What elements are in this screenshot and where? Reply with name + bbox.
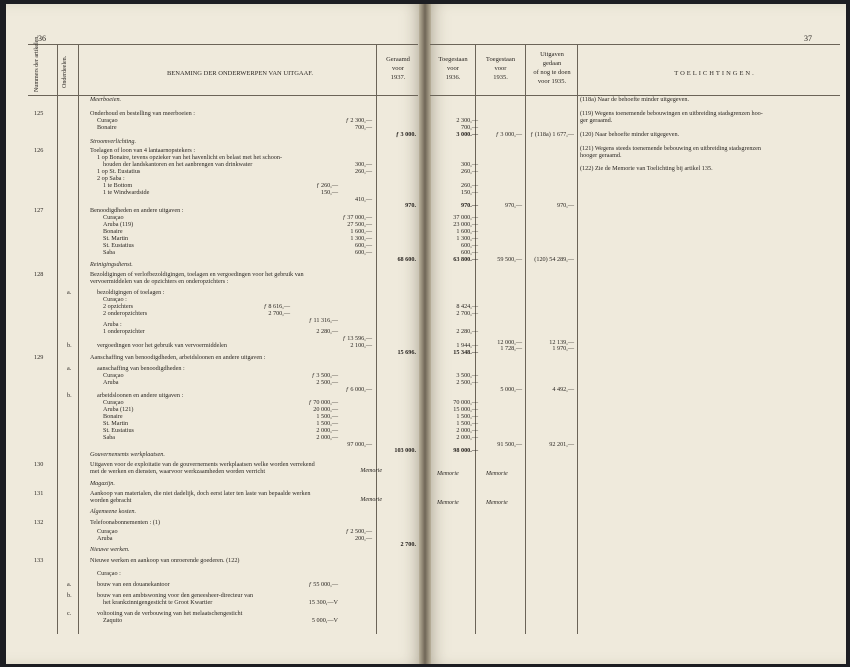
ledger-line: b. <box>67 392 72 399</box>
memorie-geraamd: Memorie <box>360 497 382 503</box>
amount-prior-years: 98 000.— <box>453 447 478 454</box>
amount-geraamd: ƒ 3 000. <box>395 131 416 138</box>
amount-geraamd: ƒ 3 500,— <box>311 372 338 379</box>
ledger-line: Toelagen of loon van 4 lantaarnopstekers : <box>90 147 196 154</box>
amount-prior-years: 600,— <box>460 249 478 256</box>
ledger-line: a. <box>67 365 72 372</box>
amount-geraamd: 2 700. <box>400 541 416 548</box>
ledger-line: Aanschaffing van benoodigdheden, arbeidsloonen en andere uitgaven : <box>90 354 266 361</box>
amount-prior-years: 1 970,— <box>552 345 574 352</box>
ledger-line: 131 <box>34 490 44 497</box>
amount-geraamd: 2 500,— <box>316 379 338 386</box>
ledger-line: Benoodigdheden en andere uitgaven : <box>90 207 184 214</box>
ledger-line: 133 <box>34 557 44 564</box>
ledger-line: vergoedingen voor het gebruik van vervoermiddelen <box>97 342 227 349</box>
amount-prior-years: 2 000,— <box>456 427 478 434</box>
amount-prior-years: 1 944,— <box>456 342 478 349</box>
amount-geraamd: 260,— <box>354 168 372 175</box>
amount-geraamd: ƒ 2 500,— <box>345 528 372 535</box>
ledger-line: 126 <box>34 147 44 154</box>
ledger-line: 127 <box>34 207 44 214</box>
amount-geraamd: ƒ 13 596,— <box>342 335 372 342</box>
amount-prior-years: 2 500,— <box>456 379 478 386</box>
ledger-line: 130 <box>34 461 44 468</box>
amount-geraamd: 150,— <box>320 189 338 196</box>
amount-geraamd: ƒ 6 000,— <box>345 386 372 393</box>
toelichting-note: (119) Wegens toenemende bebouwingen en uitbreiding stadsgrenzen hoo- <box>580 110 763 117</box>
ledger-line: Saba <box>103 249 116 256</box>
amount-geraamd: 600,— <box>354 242 372 249</box>
ledger-line: 1 onderopzichter <box>103 328 145 335</box>
amount-geraamd: 1 500,— <box>316 420 338 427</box>
ledger-line: 1 te Bottom <box>103 182 133 189</box>
memorie-prior-years: Memorie <box>486 471 508 477</box>
ledger-line: Curaçao <box>103 214 124 221</box>
col-line <box>57 44 58 634</box>
ledger-line: Bonaire <box>103 413 123 420</box>
ledger-line: Curaçao <box>103 399 124 406</box>
ledger-line: 2 onderopzichters <box>103 310 148 317</box>
toelichting-note: (118a) Naar de behoefte minder uitgegeven. <box>580 96 690 103</box>
amount-prior-years: 3 000.— <box>456 131 478 138</box>
left-header-bottom-rule <box>28 95 418 96</box>
ledger-line: 2 op Saba : <box>97 175 125 182</box>
ledger-line: b. <box>67 342 72 349</box>
col-line <box>577 44 578 634</box>
ledger-line: Nieuwe werken. <box>90 546 130 553</box>
ledger-line: Aruba (121) <box>103 406 134 413</box>
amount-prior-years: 59 500,— <box>497 256 522 263</box>
ledger-line: aanschaffing van benoodigdheden : <box>97 365 185 372</box>
amount-prior-years: 260,— <box>460 182 478 189</box>
amount-geraamd: 103 000. <box>394 447 416 454</box>
amount-prior-years: 2 700,— <box>456 310 478 317</box>
amount-prior-years: ƒ 3 000,— <box>495 131 522 138</box>
amount-geraamd: ƒ 11 316,— <box>308 317 338 324</box>
amount-geraamd: 97 000,— <box>347 441 372 448</box>
ledger-line: 1 te Windwardside <box>103 189 150 196</box>
ledger-line: a. <box>67 581 72 588</box>
col-line <box>376 44 377 634</box>
col-line <box>78 44 79 634</box>
ledger-line: St. Eustatius <box>103 242 134 249</box>
amount-geraamd: 15 300,—V <box>308 599 338 606</box>
header-toegestaan-1936: Toegestaan voor 1936. <box>438 56 468 81</box>
header-benaming: BENAMING DER ONDERWERPEN VAN UITGAAF. <box>166 70 314 77</box>
ledger-line: 129 <box>34 354 44 361</box>
ledger-line: Telefoonabonnementen : (1) <box>90 519 161 526</box>
ledger-line: Uitgaven voor de exploitatie van de gouvernements werkplaatsen welke worden verrekend <box>90 461 315 468</box>
toelichting-note: ger geraamd. <box>580 117 613 124</box>
right-page <box>426 4 846 664</box>
amount-prior-years: 2 000,— <box>456 434 478 441</box>
ledger-line: Curaçao <box>103 372 124 379</box>
amount-geraamd: 1 600,— <box>350 228 372 235</box>
ledger-line: vervoermiddelen van de opzichters en onderopzichters : <box>90 278 229 285</box>
amount-prior-years: 92 201,— <box>549 441 574 448</box>
ledger-line: Aruba <box>103 379 119 386</box>
amount-prior-years: 600,— <box>460 242 478 249</box>
ledger-line: a. <box>67 289 72 296</box>
header-uitgaven: Uitgaven gedaan of nog te doen voor 1935. <box>533 51 571 85</box>
ledger-line: Bonaire <box>103 228 123 235</box>
amount-prior-years: (120) 54 289,— <box>534 256 574 263</box>
amount-geraamd: 300,— <box>354 161 372 168</box>
ledger-line: Gouvernements werkplaatsen. <box>90 451 165 458</box>
ledger-line: b. <box>67 592 72 599</box>
ledger-line: Aruba : <box>103 321 122 328</box>
amount-geraamd: 20 000,— <box>313 406 338 413</box>
amount-prior-years: 70 000,— <box>453 399 478 406</box>
ledger-line: het krankzinnigengesticht te Groot Kwartier <box>103 599 213 606</box>
ledger-line: 1 op St. Eustatius <box>97 168 141 175</box>
amount-geraamd: 27 500,— <box>347 221 372 228</box>
amount-prior-years: 1 300,— <box>456 235 478 242</box>
amount-geraamd: 2 280,— <box>316 328 338 335</box>
amount-geraamd: ƒ 37 000,— <box>342 214 372 221</box>
header-nummers: Nummers der artikelen. <box>34 35 40 92</box>
amount-prior-years: 23 000,— <box>453 221 478 228</box>
ledger-line: Bezoldigingen of verlofbezoldigingen, toelagen en vergoedingen voor het gebruik van <box>90 271 304 278</box>
ledger-line: met de werken en diensten, waarvoor werkzaamheden worden verricht <box>90 468 266 475</box>
amount-prior-years: 260,— <box>460 168 478 175</box>
amount-prior-years: 91 500,— <box>497 441 522 448</box>
ledger-line: Aruba <box>97 535 113 542</box>
amount-prior-years: 970,— <box>556 202 574 209</box>
left-header-top-rule <box>28 44 418 45</box>
amount-prior-years: 700,— <box>460 124 478 131</box>
amount-geraamd: 700,— <box>354 124 372 131</box>
amount-geraamd: ƒ 2 300,— <box>345 117 372 124</box>
ledger-line: bouw van een douanekantoor <box>97 581 170 588</box>
ledger-line: bouw van een ambtswoning voor den geneesheer-directeur van <box>97 592 254 599</box>
amount-geraamd: 410,— <box>354 196 372 203</box>
amount-geraamd: 1 300,— <box>350 235 372 242</box>
toelichting-note: hooger geraamd. <box>580 152 622 159</box>
amount-geraamd: 68 600. <box>397 256 416 263</box>
amount-prior-years: 150,— <box>460 189 478 196</box>
amount-prior-years: 970,— <box>504 202 522 209</box>
ledger-line: St. Eustatius <box>103 427 134 434</box>
memorie-geraamd: Memorie <box>360 468 382 474</box>
left-page-number: 36 <box>38 34 46 43</box>
ledger-line: 2 opzichters <box>103 303 134 310</box>
ledger-line: 1 op Bonaire, tevens opzieker van het havenlicht en belast met het schoon- <box>97 154 283 161</box>
amount-prior-years: 15 000,— <box>453 406 478 413</box>
ledger-line: Curaçao : <box>97 570 121 577</box>
amount-geraamd: ƒ 8 616,— <box>263 303 290 310</box>
right-page-number: 37 <box>804 34 812 43</box>
ledger-line: Saba <box>103 434 116 441</box>
ledger-line: Bonaire <box>97 124 117 131</box>
ledger-line: St. Martin <box>103 420 129 427</box>
ledger-line: Curaçao <box>97 117 118 124</box>
ledger-line: Magazijn. <box>90 480 115 487</box>
left-page <box>6 4 424 664</box>
amount-prior-years: 12 139,— <box>549 339 574 346</box>
amount-prior-years: 2 300,— <box>456 117 478 124</box>
col-line <box>525 44 526 634</box>
ledger-line: houden der landskantoren en het aanbrengen van drinkwater <box>103 161 253 168</box>
ledger-line: Zaquito <box>103 617 123 624</box>
amount-geraamd: 970. <box>405 202 416 209</box>
ledger-line: worden gebracht <box>90 497 132 504</box>
ledger-line: Aruba (119) <box>103 221 134 228</box>
ledger-line: arbeidsloonen en andere uitgaven : <box>97 392 184 399</box>
amount-geraamd: 2 700,— <box>268 310 290 317</box>
amount-geraamd: 1 500,— <box>316 413 338 420</box>
amount-geraamd: 2 100,— <box>350 342 372 349</box>
ledger-line: 125 <box>34 110 44 117</box>
amount-prior-years: 37 000,— <box>453 214 478 221</box>
amount-prior-years: 1 500,— <box>456 413 478 420</box>
amount-prior-years: ƒ (118a) 1 677,— <box>530 131 574 138</box>
amount-prior-years: 970.— <box>460 202 478 209</box>
amount-prior-years: 4 492,— <box>552 386 574 393</box>
ledger-line: c. <box>67 610 72 617</box>
amount-geraamd: 15 696. <box>397 349 416 356</box>
ledger-line: 132 <box>34 519 44 526</box>
amount-geraamd: ƒ 260,— <box>316 182 338 189</box>
amount-prior-years: 5 000,— <box>500 386 522 393</box>
header-onderdeelen: Onderdeelen. <box>62 55 68 88</box>
memorie-prior-years: Memorie <box>437 500 459 506</box>
memorie-prior-years: Memorie <box>437 471 459 477</box>
amount-prior-years: 2 280,— <box>456 328 478 335</box>
memorie-prior-years: Memorie <box>486 500 508 506</box>
ledger-line: Nieuwe werken en aankoop van onroerende goederen. (122) <box>90 557 240 564</box>
ledger-line: Curaçao <box>97 528 118 535</box>
amount-geraamd: ƒ 70 000,— <box>308 399 338 406</box>
ledger-line: Onderhoud en bestelling van meerboeien : <box>90 110 195 117</box>
amount-prior-years: 3 500,— <box>456 372 478 379</box>
toelichting-note: (122) Zie de Memorie van Toelichting bij artikel 135. <box>580 165 713 172</box>
amount-prior-years: 300,— <box>460 161 478 168</box>
book-gutter <box>419 4 431 664</box>
toelichting-note: (121) Wegens steeds toenemende bebouwing en uitbreiding stadsgrenzen <box>580 145 762 152</box>
amount-prior-years: 8 424,— <box>456 303 478 310</box>
ledger-line: Curaçao : <box>103 296 127 303</box>
amount-prior-years: 1 600,— <box>456 228 478 235</box>
amount-geraamd: ƒ 55 000,— <box>308 581 338 588</box>
header-toegestaan-1935: Toegestaan voor 1935. <box>485 56 516 81</box>
amount-prior-years: 1 500,— <box>456 420 478 427</box>
ledger-line: bezoldigingen of toelagen : <box>97 289 165 296</box>
header-toelichtingen: TOELICHTINGEN. <box>674 70 756 77</box>
header-geraamd: Geraamd voor 1937. <box>386 56 410 81</box>
amount-prior-years: 63 800.— <box>453 256 478 263</box>
amount-prior-years: 1 728,— <box>500 345 522 352</box>
amount-prior-years: 15 348.— <box>453 349 478 356</box>
ledger-line: Meerboeien. <box>90 96 122 103</box>
ledger-line: Aankoop van materialen, die niet dadelijk, doch eerst later ten laste van bepaalde werken <box>90 490 311 497</box>
amount-prior-years: 12 000,— <box>497 339 522 346</box>
ledger-line: voltooiing van de verbouwing van het melaatschengesticht <box>97 610 243 617</box>
ledger-line: St. Martin <box>103 235 129 242</box>
right-header-top-rule <box>430 44 840 45</box>
toelichting-note: (120) Naar behoefte minder uitgegeven. <box>580 131 680 138</box>
amount-geraamd: 2 000,— <box>316 427 338 434</box>
amount-geraamd: 600,— <box>354 249 372 256</box>
amount-geraamd: 2 000,— <box>316 434 338 441</box>
amount-geraamd: 200,— <box>354 535 372 542</box>
ledger-line: Reinigingsdienst. <box>90 261 133 268</box>
ledger-line: Stroomverlichting. <box>90 138 136 145</box>
ledger-line: Algemeene kosten. <box>90 508 137 515</box>
amount-geraamd: 5 000,—V <box>311 617 338 624</box>
ledger-line: 128 <box>34 271 44 278</box>
